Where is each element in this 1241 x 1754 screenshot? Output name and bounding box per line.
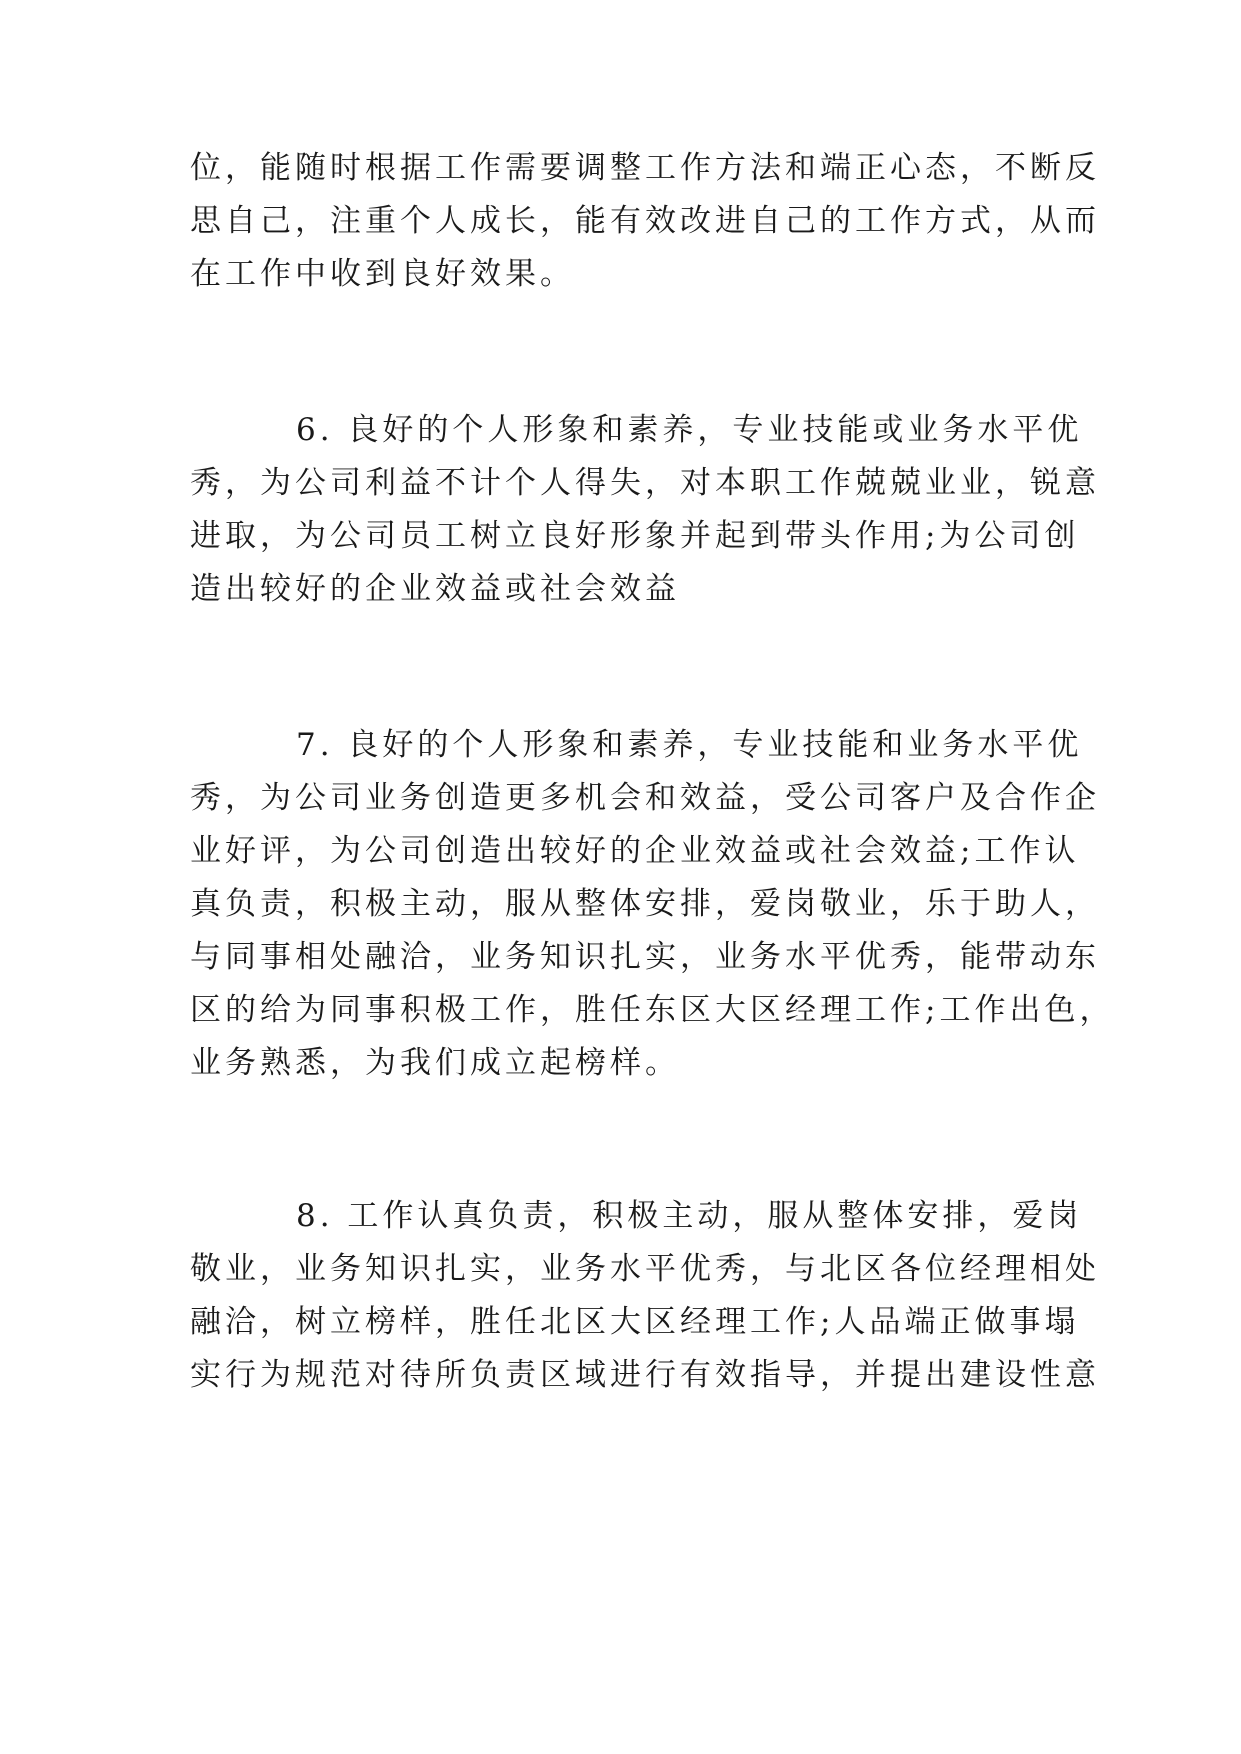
paragraph-3-line-6: 区的给为同事积极工作，胜任东区大区经理工作;工作出色， [190,992,1115,1028]
paragraph-1-line-2: 思自己，注重个人成长，能有效改进自己的工作方式，从而 [190,203,1100,239]
paragraph-2-line-3: 进取，为公司员工树立良好形象并起到带头作用;为公司创 [190,518,1080,554]
paragraph-2-line-4: 造出较好的企业效益或社会效益 [190,571,680,607]
paragraph-3-line-2: 秀，为公司业务创造更多机会和效益，受公司客户及合作企 [190,780,1100,816]
paragraph-4-line-1: 8. 工作认真负责，积极主动，服从整体安排，爱岗 [296,1198,1083,1234]
paragraph-1-line-3: 在工作中收到良好效果。 [190,256,575,292]
paragraph-3-line-5: 与同事相处融洽，业务知识扎实，业务水平优秀，能带动东 [190,939,1100,975]
paragraph-3-line-1: 7. 良好的个人形象和素养，专业技能和业务水平优 [296,727,1083,763]
paragraph-4-line-4: 实行为规范对待所负责区域进行有效指导，并提出建设性意 [190,1357,1100,1393]
paragraph-3-line-3: 业好评，为公司创造出较好的企业效益或社会效益;工作认 [190,833,1080,869]
paragraph-2-line-2: 秀，为公司利益不计个人得失，对本职工作兢兢业业，锐意 [190,465,1100,501]
paragraph-4-line-2: 敬业，业务知识扎实，业务水平优秀，与北区各位经理相处 [190,1251,1100,1287]
paragraph-2-line-1: 6. 良好的个人形象和素养，专业技能或业务水平优 [296,412,1083,448]
paragraph-3-line-7: 业务熟悉，为我们成立起榜样。 [190,1045,680,1081]
paragraph-1-line-1: 位，能随时根据工作需要调整工作方法和端正心态，不断反 [190,150,1100,186]
paragraph-4-line-3: 融洽，树立榜样，胜任北区大区经理工作;人品端正做事塌 [190,1304,1080,1340]
paragraph-3-line-4: 真负责，积极主动，服从整体安排，爱岗敬业，乐于助人， [190,886,1100,922]
